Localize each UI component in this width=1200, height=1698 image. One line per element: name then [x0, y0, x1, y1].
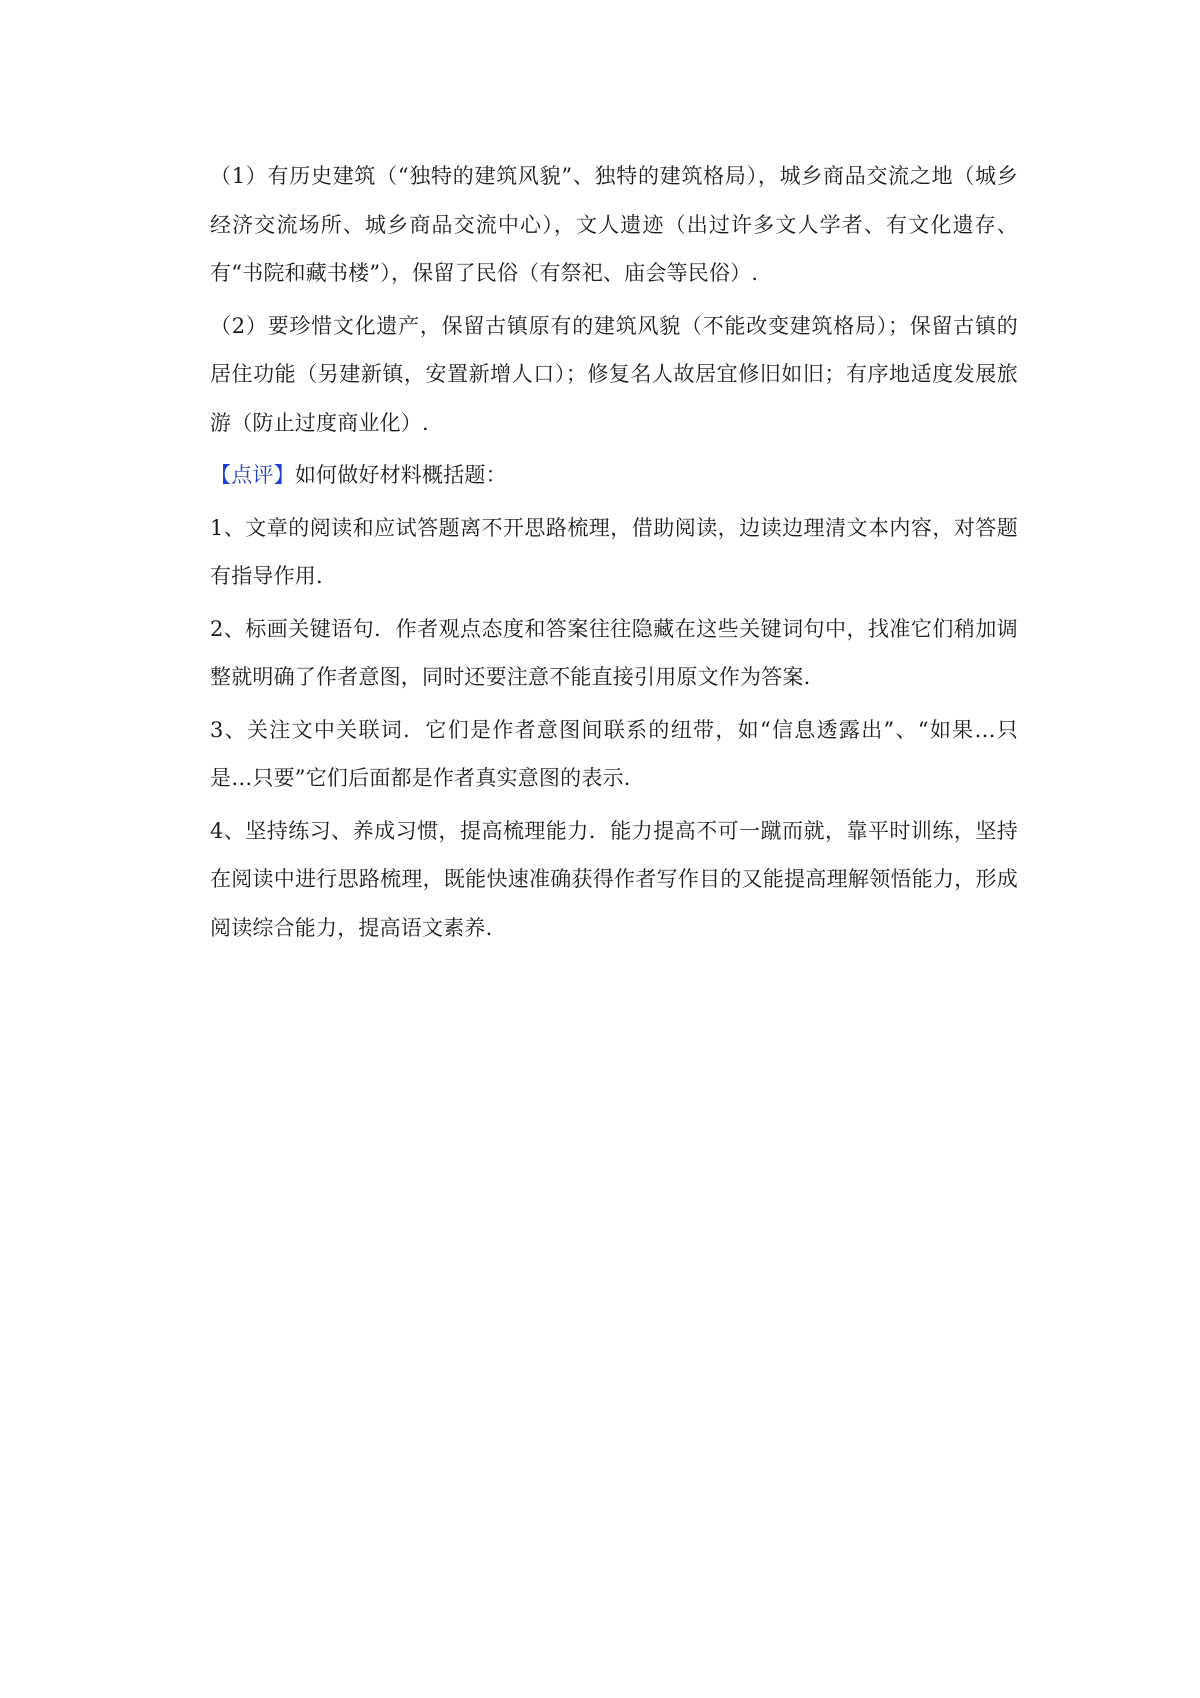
comment-tag: 【点评】 [210, 463, 295, 487]
answer-content [210, 152, 1018, 956]
answer-part-2: （2）要珍惜文化遗产，保留古镇原有的建筑风貌（不能改变建筑格局）；保留古镇的居住功能（另建新镇，安置新增人口）；修复名人故居宜修旧如旧；有序地适度发展旅游（防止过度商业化）. [210, 313, 1018, 435]
comment-point-3: 3、关注文中关联词．它们是作者意图间联系的纽带，如“信息透露出”、“如果…只是…只要”它们后面都是作者真实意图的表示. [210, 717, 1018, 790]
comment-point-2: 2、标画关键语句．作者观点态度和答案往往隐藏在这些关键词句中，找准它们稍加调整就明确了作者意图，同时还要注意不能直接引用原文作为答案. [210, 616, 1018, 689]
comment-point-1: 1、文章的阅读和应试答题离不开思路梳理，借助阅读，边读边理清文本内容，对答题有指导作用. [210, 515, 1018, 588]
answer-part-1: （1）有历史建筑（“独特的建筑风貌”、独特的建筑格局），城乡商品交流之地（城乡经济交流场所、城乡商品交流中心），文人遗迹（出过许多文人学者、有文化遗存、有“书院和藏书楼”），保留了民俗（有祭祀、庙会等民俗）. [210, 164, 1018, 285]
comment-point-4: 4、坚持练习、养成习惯，提高梳理能力．能力提高不可一蹴而就，靠平时训练，坚持在阅读中进行思路梳理，既能快速准确获得作者写作目的又能提高理解领悟能力，形成阅读综合能力，提高语文素养. [210, 818, 1018, 940]
comment-intro: 如何做好材料概括题： [294, 463, 507, 487]
comment-heading [210, 451, 1018, 500]
